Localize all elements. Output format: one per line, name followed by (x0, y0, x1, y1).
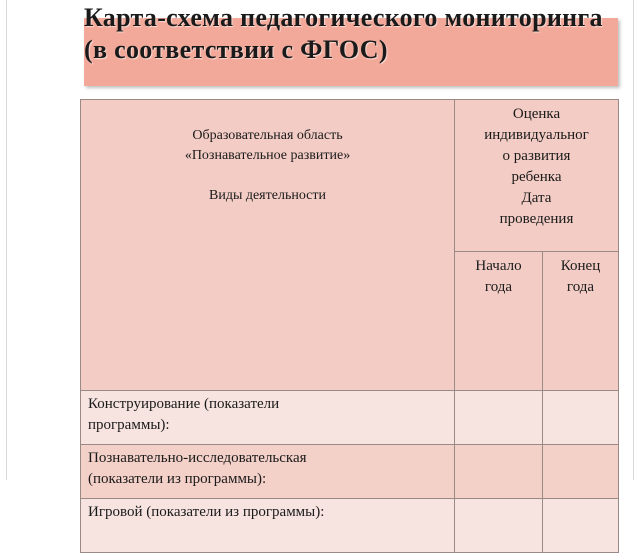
slide-border-left (6, 0, 7, 480)
start-year-label-1: Начало (475, 258, 522, 275)
header-eval-cell (455, 100, 619, 252)
table-row (81, 391, 619, 445)
row-start-value (455, 499, 543, 553)
date-label-1: Дата (521, 190, 552, 206)
row-activity-research (81, 445, 455, 499)
eval-label-3: о развития (502, 148, 571, 164)
row-start-value (455, 445, 543, 499)
row-label-line: Игровой (показатели из программы): (88, 504, 325, 520)
date-label-2: проведения (499, 211, 574, 227)
eval-label-1: Оценка (512, 106, 561, 122)
table-row (81, 445, 619, 499)
end-year-label-2: года (566, 279, 595, 296)
slide-title: Карта-схема педагогического мониторинга (в соответствии с ФГОС) (84, 3, 603, 64)
row-label-line: программы): (88, 417, 170, 433)
row-activity-construction (81, 391, 455, 445)
row-label-line: Конструирование (показатели (88, 396, 280, 412)
slide-border-right (633, 0, 634, 480)
header-end-year (543, 252, 619, 391)
row-end-value (543, 445, 619, 499)
row-activity-play (81, 499, 455, 553)
end-year-label-1: Конец (560, 258, 601, 275)
monitoring-table (80, 99, 619, 553)
row-label-line: (показатели из программы): (88, 471, 267, 487)
row-end-value (543, 391, 619, 445)
row-end-value (543, 499, 619, 553)
area-label-1: Образовательная область (192, 128, 343, 143)
row-label-line: Познавательно-исследовательская (88, 450, 307, 466)
area-label-2: «Познавательное развитие» (184, 148, 351, 163)
header-area-cell (81, 100, 455, 391)
eval-label-4: ребенка (511, 169, 562, 185)
table-row (81, 499, 619, 553)
row-start-value (455, 391, 543, 445)
eval-label-2: индивидуальног (484, 127, 589, 143)
header-start-year (455, 252, 543, 391)
start-year-label-2: года (484, 279, 513, 296)
activity-types-label: Виды деятельности (208, 188, 326, 203)
